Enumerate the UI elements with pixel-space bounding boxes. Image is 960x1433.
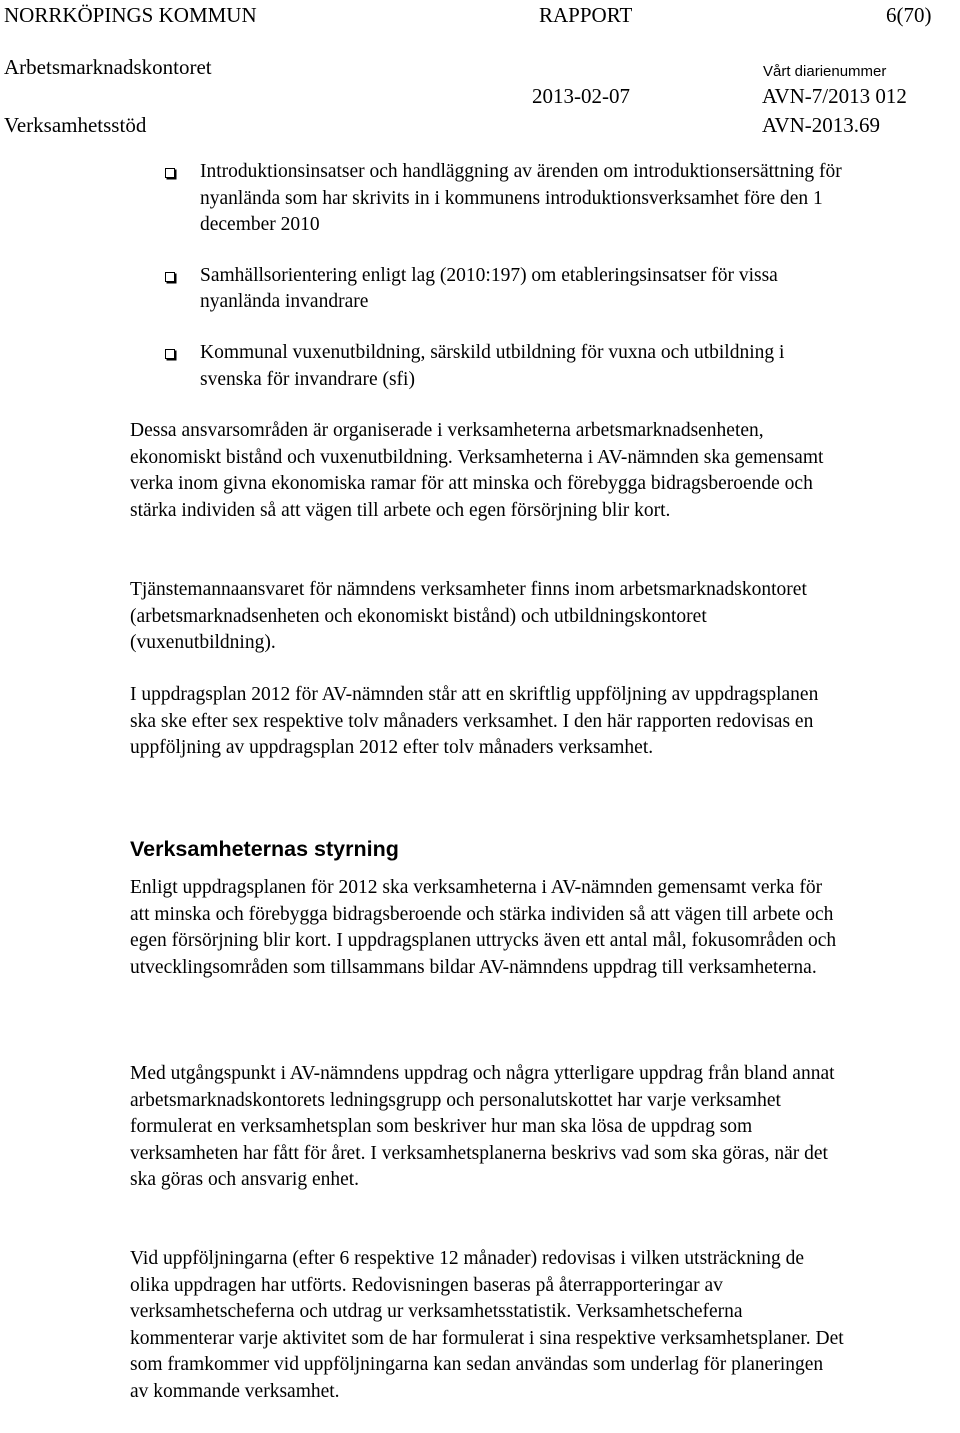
checkbox-bullet-icon [165,272,175,282]
doc-type: RAPPORT [539,3,633,27]
org-name: NORRKÖPINGS KOMMUN [4,3,257,27]
paragraph-follow-up: I uppdragsplan 2012 för AV-nämnden står att en skriftlig uppföljning av uppdragsplanen ska ske efter sex respektive tolv månaders verksamhet. I den här rapporten redovisas en uppföljning av uppdragsplan 2012 efter tolv månaders verksamhet. [130,684,819,759]
diarienummer-label: Vårt diarienummer [763,63,887,80]
list-item-text: Kommunal vuxenutbildning, särskild utbildning för vuxna och utbildning i svenska för invandrare (sfi) [200,341,785,390]
bullet-list [165,159,845,417]
checkbox-bullet-icon [165,168,175,178]
paragraph-activity-plans: Med utgångspunkt i AV-nämndens uppdrag och några ytterligare uppdrag från bland annat arbetsmarknadskontorets ledningsgrupp och personalutskottet har varje verksamhet formulerat en verksamhetsplan som beskriver hur man ska lösa de uppdrag som verksamheten har fått för året. I verksamhetsplanerna beskrivs vad som ska göras, när det ska göras och ansvarig enhet. [130,1063,835,1191]
page-number: 6(70) [886,3,932,27]
checkbox-bullet-icon [165,349,175,359]
section-heading: Verksamheternas styrning [130,837,399,861]
paragraph-reporting: Vid uppföljningarna (efter 6 respektive 12 månader) redovisas i vilken utsträckning de olika uppdragen har utförts. Redovisningen baseras på återrapporteringar av verksamhetscheferna och utdrag ur verksamhetsstatistik. Verksamhetscheferna kommenterar varje aktivitet som de har formulerat i sina respektive verksamhetsplaner. Det som framkommer vid uppföljningarna kan sedan användas som underlag för planeringen av kommande verksamhet. [130,1248,844,1402]
office-name: Arbetsmarknadskontoret [4,55,212,79]
list-item [165,340,845,393]
list-item-text: Introduktionsinsatser och handläggning av ärenden om introduktionsersättning för nyanlända som har skrivits in i kommunens introduktionsverksamhet före den 1 december 2010 [200,161,842,236]
list-item [165,159,845,239]
paragraph-responsibilities: Dessa ansvarsområden är organiserade i verksamheterna arbetsmarknadsenheten, ekonomiskt bistånd och vuxenutbildning. Verksamheterna i AV-nämnden ska gemensamt verka inom givna ekonomiska ramar för att minska och förebygga bidragsberoende och stärka individen så att vägen till arbete och egen försörjning blir kort. [130,420,824,521]
diarienummer-2: AVN-2013.69 [762,113,881,137]
diarienummer-1: AVN-7/2013 012 [762,84,907,108]
list-item [165,263,845,316]
report-date: 2013-02-07 [532,84,630,108]
list-item-text: Samhällsorientering enligt lag (2010:197) om etableringsinsatser för vissa nyanlända invandrare [200,264,778,313]
unit-name: Verksamhetsstöd [4,113,147,137]
paragraph-governance: Enligt uppdragsplanen för 2012 ska verksamheterna i AV-nämnden gemensamt verka för att minska och förebygga bidragsberoende och stärka individen så att vägen till arbete och egen försörjning blir kort. I uppdragsplanen uttrycks även ett antal mål, fokusområden och utvecklingsområden som tillsammans bildar AV-nämndens uppdrag till verksamheterna. [130,877,837,978]
paragraph-accountability: Tjänstemannaansvaret för nämndens verksamheter finns inom arbetsmarknadskontoret (arbetsmarknadsenheten och ekonomiskt bistånd) och utbildningskontoret (vuxenutbildning). [130,579,807,654]
